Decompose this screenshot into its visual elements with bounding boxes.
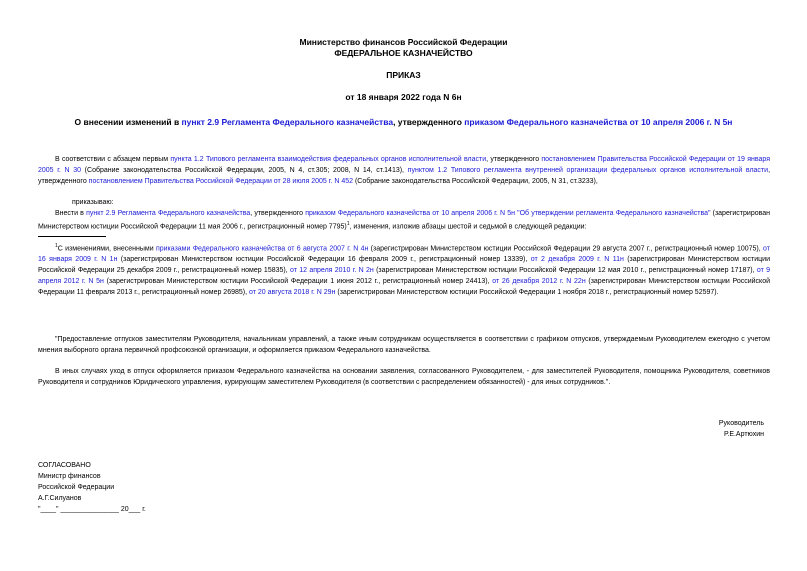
footnote-link-5[interactable]: от 9 апреля 2012 г. N 5н bbox=[38, 267, 770, 286]
link-typical-regulation-2[interactable]: пунктом 1.2 Типового регламента внутренней организации федеральных органов исполнительной власти bbox=[407, 167, 769, 174]
footnote-link-1[interactable]: приказами Федерального казначейства от 6 августа 2007 г. N 4н bbox=[155, 245, 369, 253]
link-order-5n[interactable]: приказом Федерального казначейства от 10 апреля 2006 г. N 5н "Об утверждении регламента Федерального казначейства" bbox=[305, 210, 711, 217]
approval-line-1: Министр финансов bbox=[38, 473, 101, 480]
approval-line-2: Российской Федерации bbox=[38, 484, 115, 491]
ministry-name: Министерство финансов Российской Федерации bbox=[299, 37, 508, 47]
footnote-link-2[interactable]: от 16 января 2009 г. N 1н bbox=[38, 245, 770, 264]
document-date: от 18 января 2022 года N 6н bbox=[345, 92, 462, 102]
order-word: приказываю: bbox=[72, 199, 114, 206]
link-government-decree-30[interactable]: постановлением Правительства Российской Федерации от 19 января 2005 г. N 30 bbox=[38, 156, 770, 174]
other-cases-paragraph: В иных случаях уход в отпуск оформляется приказом Федерального казначейства на основании заявления, согласованного Руководителем, - для заместителей Руководителя, помощника Руководителя, советников Руководителя и сотрудников Юридического управления, курирующим заместителем Руководителя (в соответствии с распределением обязанностей) - для иных сотрудников.". bbox=[38, 368, 770, 386]
amendment-paragraph: Внести в пункт 2.9 Регламента Федерального казначейства, утвержденного приказом Федерального казначейства от 10 апреля 2006 г. N 5н "Об утверждении регламента Федерального казначейства" (зарегистрирован Министерством юстиции Российской Федерации 11 мая 2006 г., регистрационный номер 7795)$^1$, изменения, изложив абзацы шестой и седьмой в следующей редакции: bbox=[38, 210, 771, 231]
approval-name: А.Г.Силуанов bbox=[38, 495, 82, 502]
signature-name: Р.Е.Артюхин bbox=[724, 431, 764, 438]
vacation-paragraph: "Предоставление отпусков заместителям Руководителя, начальникам управлений, а также иным сотрудникам осуществляется в соответствии с графиком отпусков, утверждаемым Руководителем ежегодно с учетом мнения выборного органа первичной профсоюзной организации, и оформляется приказом Федерального казначейства. bbox=[38, 336, 770, 354]
signature-role: Руководитель bbox=[718, 420, 764, 427]
document-title: О внесении изменений в пункт 2.9 Регламента Федерального казначейства, утвержденного приказом Федерального казначейства от 10 апреля 2006 г. N 5н bbox=[74, 117, 733, 127]
footnote: $^1$С изменениями, внесенными приказами Федерального казначейства от 6 августа 2007 г. N 4н (зарегистрирован Министерством юстиции Российской Федерации 29 августа 2007 г., регистрационный номер 10075), от 16 января 2009 г. N 1н (зарегистрирован Министерством юстиции Российской Федерации 16 февраля 2009 г., регистрационный номер 13339), от 2 декабря 2009 г. N 11н (зарегистрирован Министерством юстиции Российской Федерации 25 декабря 2009 г., регистрационный номер 15835), от 12 апреля 2010 г. N 2н (зарегистрирован Министерством юстиции Российской Федерации 12 мая 2010 г., регистрационный номер 17187), от 9 апреля 2012 г. N 5н (зарегистрирован Министерством юстиции Российской Федерации 1 июня 2012 г., регистрационный номер 24413), от 26 декабря 2012 г. N 22н (зарегистрирован Министерством юстиции Российской Федерации 11 февраля 2013 г., регистрационный номер 26985), от 20 августа 2018 г. N 29н (зарегистрирован Министерством юстиции Российской Федерации 1 ноября 2018 г., регистрационный номер 52597). bbox=[38, 243, 770, 297]
approval-title: СОГЛАСОВАНО bbox=[38, 462, 91, 469]
document-type: ПРИКАЗ bbox=[386, 70, 421, 80]
approval-date-blank: "____" _______________ 20___ г. bbox=[38, 506, 146, 513]
footnote-divider bbox=[38, 236, 106, 237]
agency-name: ФЕДЕРАЛЬНОЕ КАЗНАЧЕЙСТВО bbox=[334, 48, 473, 58]
footnote-link-4[interactable]: от 12 апреля 2010 г. N 2н bbox=[289, 267, 374, 275]
title-link-order[interactable]: приказом Федерального казначейства от 10 апреля 2006 г. N 5н bbox=[464, 117, 733, 127]
preamble-paragraph: В соответствии с абзацем первым пункта 1.2 Типового регламента взаимодействия федеральных органов исполнительной власти, утвержденного постановлением Правительства Российской Федерации от 19 января 2005 г. N 30 (Собрание законодательства Российской Федерации, 2005, N 4, ст.305; 2008, N 14, ст.1413), пунктом 1.2 Типового регламента внутренней организации федеральных органов исполнительной власти, утвержденного постановлением Правительства Российской Федерации от 28 июля 2005 г. N 452 (Собрание законодательства Российской Федерации, 2005, N 31, ст.3233), bbox=[38, 156, 771, 185]
footnote-link-3[interactable]: от 2 декабря 2009 г. N 11н bbox=[530, 256, 624, 264]
title-link-regulation[interactable]: пункт 2.9 Регламента Федерального казначейства bbox=[181, 117, 394, 127]
link-government-decree-452[interactable]: постановлением Правительства Российской Федерации от 28 июля 2005 г. N 452 bbox=[88, 178, 354, 185]
link-regulation-item-2-9[interactable]: пункт 2.9 Регламента Федерального казначейства bbox=[86, 210, 251, 217]
footnote-ref: 1 bbox=[346, 221, 350, 227]
footnote-link-6[interactable]: от 26 декабря 2012 г. N 22н bbox=[492, 278, 586, 286]
footnote-link-7[interactable]: от 20 августа 2018 г. N 29н bbox=[249, 289, 336, 297]
link-typical-regulation-1[interactable]: пункта 1.2 Типового регламента взаимодействия федеральных органов исполнительной власти bbox=[170, 156, 487, 163]
